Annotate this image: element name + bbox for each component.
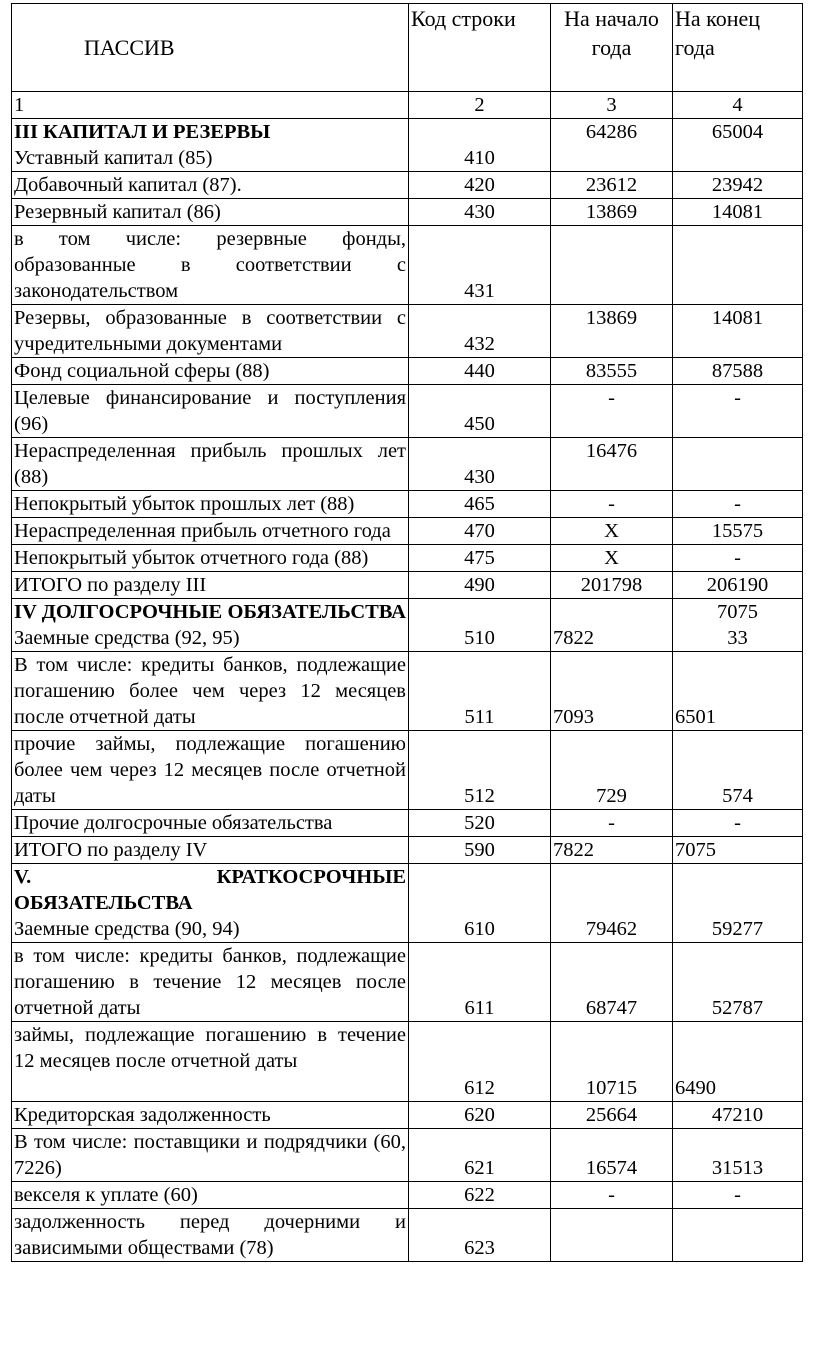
row-end-value: 47210 — [673, 1102, 803, 1129]
row-name: в том числе: кредиты банков, подлежащие погашению в течение 12 месяцев после отчетной даты — [12, 943, 409, 1022]
row-begin-value: X — [551, 545, 673, 572]
row-begin-value: 23612 — [551, 172, 673, 199]
row-end-value: - — [673, 491, 803, 518]
table-row — [12, 943, 803, 1022]
table-row — [12, 518, 803, 545]
row-end-value-bottom: 33 — [727, 627, 748, 649]
row-begin-value: 729 — [551, 731, 673, 810]
row-begin-value: 64286 — [551, 119, 673, 172]
column-number-row — [12, 92, 803, 119]
row-name: Нераспределенная прибыль отчетного года — [12, 518, 409, 545]
balance-sheet-liabilities-table — [11, 3, 803, 1262]
row-code: 623 — [409, 1209, 551, 1262]
header-row — [12, 4, 803, 92]
row-end-value: 23942 — [673, 172, 803, 199]
row-code: 430 — [409, 199, 551, 226]
row-code: 512 — [409, 731, 551, 810]
section-heading: III КАПИТАЛ И РЕЗЕРВЫ — [14, 121, 271, 143]
row-name: ИТОГО по разделу IV — [12, 837, 409, 864]
header-begin-year: На начало года — [551, 4, 673, 92]
row-begin-value: 201798 — [551, 572, 673, 599]
row-begin-value — [551, 1209, 673, 1262]
row-code: 620 — [409, 1102, 551, 1129]
row-code: 490 — [409, 572, 551, 599]
table-row — [12, 1022, 803, 1102]
row-code: 622 — [409, 1182, 551, 1209]
table-row — [12, 1182, 803, 1209]
row-name: В том числе: поставщики и подрядчики (60, 7226) — [12, 1129, 409, 1182]
colnum-2: 2 — [409, 92, 551, 119]
section-heading: IV ДОЛГОСРОЧНЫЕ ОБЯЗАТЕЛЬСТВА — [14, 601, 406, 623]
row-code: 420 — [409, 172, 551, 199]
row-name: Заемные средства (90, 94) — [14, 918, 240, 940]
row-end-value: 206190 — [673, 572, 803, 599]
row-end-value: 574 — [673, 731, 803, 810]
row-name: Нераспределенная прибыль прошлых лет (88) — [12, 438, 409, 491]
row-end-value: 31513 — [673, 1129, 803, 1182]
row-code: 475 — [409, 545, 551, 572]
table-row — [12, 599, 803, 652]
row-end-value: - — [673, 385, 803, 438]
row-end-value: 59277 — [673, 864, 803, 943]
table-row — [12, 199, 803, 226]
table-row-total — [12, 837, 803, 864]
header-end-year: На конец года — [673, 4, 803, 92]
row-end-value: 52787 — [673, 943, 803, 1022]
row-code: 450 — [409, 385, 551, 438]
row-end-value — [673, 226, 803, 305]
row-code: 470 — [409, 518, 551, 545]
row-begin-value: - — [551, 491, 673, 518]
row-end-value-cell — [673, 599, 803, 652]
row-code: 520 — [409, 810, 551, 837]
row-begin-value: - — [551, 1182, 673, 1209]
row-name: Добавочный капитал (87). — [12, 172, 409, 199]
row-end-value: 14081 — [673, 199, 803, 226]
row-name-cell — [12, 864, 409, 943]
row-begin-value: 16476 — [551, 438, 673, 491]
table-row — [12, 385, 803, 438]
table-row — [12, 731, 803, 810]
table-row — [12, 864, 803, 943]
row-name: Резервы, образованные в соответствии с учредительными документами — [12, 305, 409, 358]
row-code: 430 — [409, 438, 551, 491]
row-name: Непокрытый убыток прошлых лет (88) — [12, 491, 409, 518]
row-name: займы, подлежащие погашению в течение 12 месяцев после отчетной даты — [12, 1022, 409, 1102]
row-begin-value: 13869 — [551, 199, 673, 226]
row-begin-value: - — [551, 810, 673, 837]
header-line-code: Код строки — [409, 4, 551, 92]
row-end-value: 15575 — [673, 518, 803, 545]
row-end-value: 7075 — [673, 837, 803, 864]
table-row — [12, 119, 803, 172]
row-name-cell — [12, 119, 409, 172]
row-begin-value: X — [551, 518, 673, 545]
row-name: задолженность перед дочерними и зависимыми обществами (78) — [12, 1209, 409, 1262]
row-code: 510 — [409, 599, 551, 652]
row-code: 465 — [409, 491, 551, 518]
row-begin-value: 7093 — [551, 652, 673, 731]
row-code: 410 — [409, 119, 551, 172]
row-begin-value: 7822 — [551, 599, 673, 652]
table-row — [12, 1129, 803, 1182]
table-row — [12, 358, 803, 385]
table-row — [12, 491, 803, 518]
table-row — [12, 305, 803, 358]
row-name: в том числе: резервные фонды, образованные в соответствии с законодательством — [12, 226, 409, 305]
row-begin-value: 7822 — [551, 837, 673, 864]
table-row — [12, 438, 803, 491]
row-code: 621 — [409, 1129, 551, 1182]
row-code: 611 — [409, 943, 551, 1022]
colnum-3: 3 — [551, 92, 673, 119]
row-code: 590 — [409, 837, 551, 864]
row-begin-value: 16574 — [551, 1129, 673, 1182]
row-end-value: 14081 — [673, 305, 803, 358]
table-row — [12, 810, 803, 837]
row-end-value: - — [673, 545, 803, 572]
table-row — [12, 226, 803, 305]
row-code: 440 — [409, 358, 551, 385]
row-name: Прочие долгосрочные обязательства — [12, 810, 409, 837]
row-begin-value: 10715 — [551, 1022, 673, 1102]
table-row-total — [12, 572, 803, 599]
row-end-value: - — [673, 1182, 803, 1209]
row-begin-value: 25664 — [551, 1102, 673, 1129]
section-heading: V. КРАТКОСРОЧНЫЕ ОБЯЗАТЕЛЬСТВА — [14, 866, 406, 914]
row-begin-value: - — [551, 385, 673, 438]
row-name: В том числе: кредиты банков, подлежащие погашению более чем через 12 месяцев после отчетной даты — [12, 652, 409, 731]
table-row — [12, 652, 803, 731]
row-code: 612 — [409, 1022, 551, 1102]
row-begin-value — [551, 226, 673, 305]
row-end-value — [673, 438, 803, 491]
colnum-4: 4 — [673, 92, 803, 119]
row-name: Заемные средства (92, 95) — [14, 627, 240, 649]
row-name: Фонд социальной сферы (88) — [12, 358, 409, 385]
row-code: 511 — [409, 652, 551, 731]
row-name: Целевые финансирование и поступления (96) — [12, 385, 409, 438]
table-row — [12, 1209, 803, 1262]
row-end-value — [673, 1209, 803, 1262]
row-code: 432 — [409, 305, 551, 358]
row-begin-value: 83555 — [551, 358, 673, 385]
colnum-1: 1 — [12, 92, 409, 119]
row-code: 610 — [409, 864, 551, 943]
row-name: Кредиторская задолженность — [12, 1102, 409, 1129]
row-begin-value: 13869 — [551, 305, 673, 358]
row-name-cell — [12, 599, 409, 652]
row-begin-value: 79462 — [551, 864, 673, 943]
header-liabilities: ПАССИВ — [12, 4, 409, 92]
row-end-value: 65004 — [673, 119, 803, 172]
row-end-value: - — [673, 810, 803, 837]
table-row — [12, 172, 803, 199]
row-name: ИТОГО по разделу III — [12, 572, 409, 599]
row-begin-value: 68747 — [551, 943, 673, 1022]
table-row — [12, 1102, 803, 1129]
row-end-value: 6501 — [673, 652, 803, 731]
row-name: Уставный капитал (85) — [14, 147, 213, 169]
row-name: векселя к уплате (60) — [12, 1182, 409, 1209]
row-end-value: 87588 — [673, 358, 803, 385]
row-name: прочие займы, подлежащие погашению более чем через 12 месяцев после отчетной даты — [12, 731, 409, 810]
row-end-value: 6490 — [673, 1022, 803, 1102]
row-name: Резервный капитал (86) — [12, 199, 409, 226]
table-row — [12, 545, 803, 572]
row-name: Непокрытый убыток отчетного года (88) — [12, 545, 409, 572]
row-end-value-top: 7075 — [717, 601, 758, 623]
row-code: 431 — [409, 226, 551, 305]
